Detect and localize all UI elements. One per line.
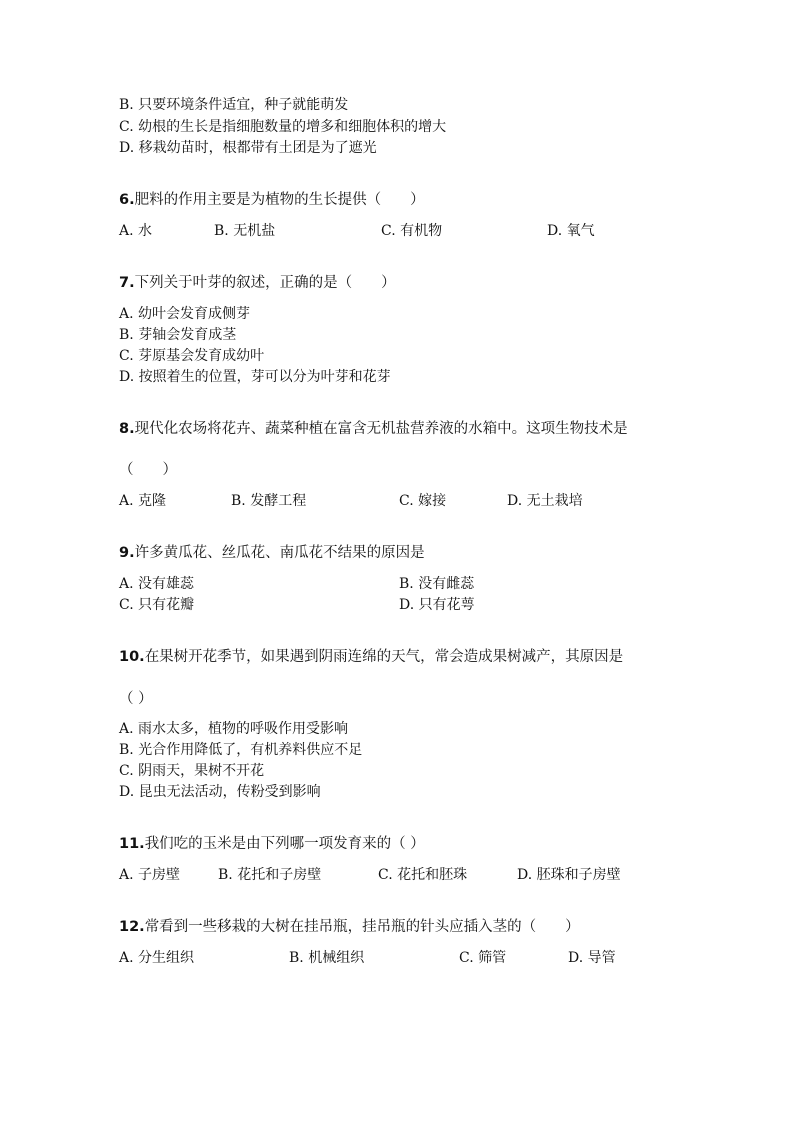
q8-number: 8. xyxy=(119,421,135,437)
q11-option-d: D. 胚珠和子房壁 xyxy=(517,867,621,883)
q11-option-b: B. 花托和子房壁 xyxy=(218,867,322,883)
q8-option-d: D. 无土栽培 xyxy=(507,493,583,509)
q7-option-d: D. 按照着生的位置，芽可以分为叶芽和花芽 xyxy=(119,369,391,385)
q8-question xyxy=(119,419,628,439)
q12-number: 12. xyxy=(119,919,145,935)
q8-option-a: A. 克隆 xyxy=(119,493,167,509)
q12-option-c: C. 筛管 xyxy=(459,950,507,966)
q7-option-c: C. 芽原基会发育成幼叶 xyxy=(119,348,265,364)
q9-option-c: C. 只有花瓣 xyxy=(119,597,195,613)
q10-option-b: B. 光合作用降低了，有机养料供应不足 xyxy=(119,742,363,758)
q12-option-b: B. 机械组织 xyxy=(289,950,365,966)
q9-option-d: D. 只有花萼 xyxy=(399,597,475,613)
q10-text: 在果树开花季节，如果遇到阴雨连绵的天气，常会造成果树减产，其原因是 xyxy=(144,649,624,665)
q7-option-a: A. 幼叶会发育成侧芽 xyxy=(119,306,251,322)
q7-text: 下列关于叶芽的叙述，正确的是（ ） xyxy=(134,275,396,291)
q6-question xyxy=(119,190,425,210)
q10-option-d: D. 昆虫无法活动，传粉受到影响 xyxy=(119,784,321,800)
q6-number: 6. xyxy=(119,192,135,208)
q6-option-b: B. 无机盐 xyxy=(214,223,276,239)
q11-number: 11. xyxy=(119,836,145,852)
q12-question xyxy=(119,917,580,937)
q6-option-c: C. 有机物 xyxy=(381,223,443,239)
q8-option-c: C. 嫁接 xyxy=(399,493,447,509)
q10-option-c: C. 阴雨天，果树不开花 xyxy=(119,763,265,779)
q7-question xyxy=(119,273,396,293)
q9-option-a: A. 没有雄蕊 xyxy=(119,576,195,592)
q10-option-a: A. 雨水太多，植物的呼吸作用受影响 xyxy=(119,721,349,737)
q7-number: 7. xyxy=(119,275,135,291)
q10-number: 10. xyxy=(119,649,145,665)
q9-text: 许多黄瓜花、丝瓜花、南瓜花不结果的原因是 xyxy=(134,545,425,561)
q11-question xyxy=(119,834,425,854)
q11-option-a: A. 子房壁 xyxy=(119,867,181,883)
q8-text: 现代化农场将花卉、蔬菜种植在富含无机盐营养液的水箱中。这项生物技术是 xyxy=(134,421,628,437)
q12-option-a: A. 分生组织 xyxy=(119,950,195,966)
q5-option-d: D. 移栽幼苗时，根都带有土团是为了遮光 xyxy=(119,140,377,156)
q6-option-d: D. 氧气 xyxy=(547,223,595,239)
q8-option-b: B. 发酵工程 xyxy=(231,493,307,509)
q8-answer-blank: （ ） xyxy=(119,462,177,478)
q12-option-d: D. 导管 xyxy=(568,950,616,966)
q10-question xyxy=(119,647,623,667)
q9-option-b: B. 没有雌蕊 xyxy=(399,576,475,592)
q6-text: 肥料的作用主要是为植物的生长提供（ ） xyxy=(134,192,425,208)
q5-option-c: C. 幼根的生长是指细胞数量的增多和细胞体积的增大 xyxy=(119,119,447,135)
q12-text: 常看到一些移栽的大树在挂吊瓶，挂吊瓶的针头应插入茎的（ ） xyxy=(144,919,580,935)
q9-number: 9. xyxy=(119,545,135,561)
q11-option-c: C. 花托和胚珠 xyxy=(378,867,468,883)
q7-option-b: B. 芽轴会发育成茎 xyxy=(119,327,237,343)
q5-option-b: B. 只要环境条件适宜，种子就能萌发 xyxy=(119,97,349,113)
q11-text: 我们吃的玉米是由下列哪一项发育来的（ ） xyxy=(144,836,425,852)
q6-option-a: A. 水 xyxy=(119,223,153,239)
q10-answer-blank: （ ） xyxy=(119,691,153,707)
q9-question xyxy=(119,543,425,563)
